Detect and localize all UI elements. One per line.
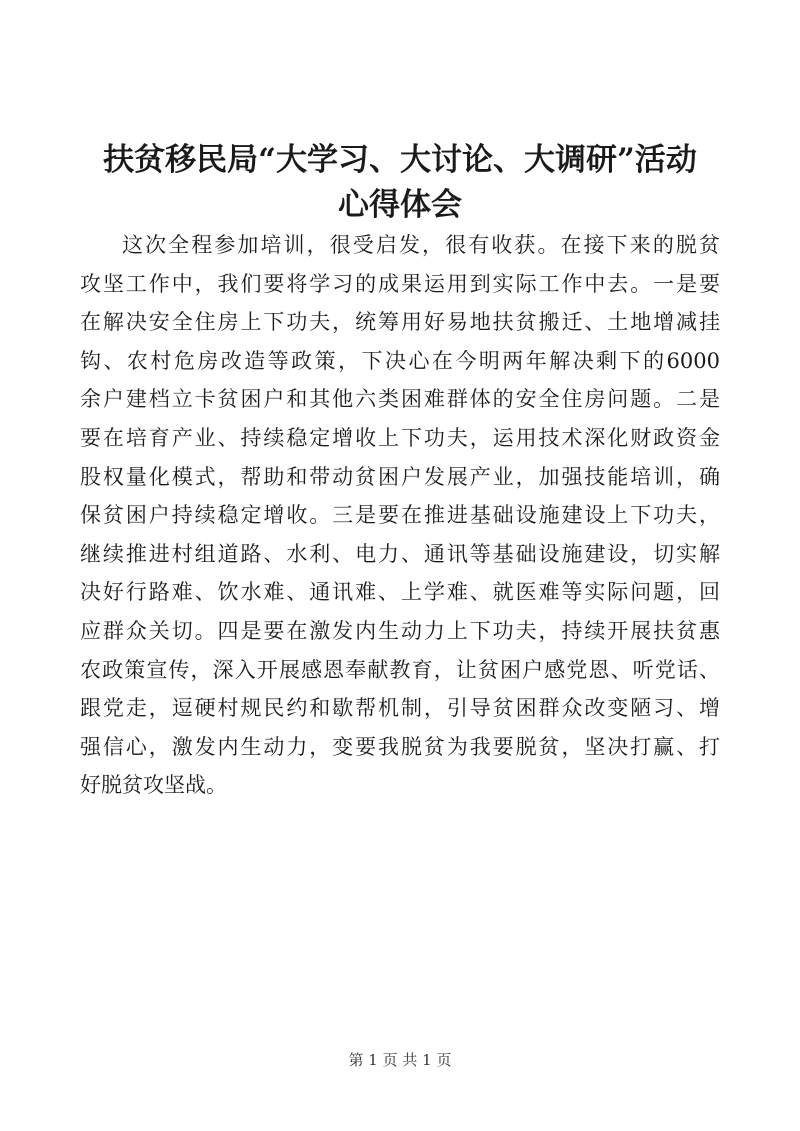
page-number-footer: 第 1 页 共 1 页 <box>348 1051 452 1069</box>
body-line: 好脱贫攻坚战。 <box>80 773 227 798</box>
body-line: 股权量化模式，帮助和带动贫困户发展产业，加强技能培训，确 <box>80 464 720 489</box>
body-line: 在解决安全住房上下功夫，统筹用好易地扶贫搬迁、土地增减挂 <box>80 310 720 335</box>
body-line: 农政策宣传，深入开展感恩奉献教育，让贫困户感党恩、听党话、 <box>80 657 720 682</box>
body-line: 要在培育产业、持续稳定增收上下功夫，运用技术深化财政资金 <box>80 425 720 450</box>
body-line: 余户建档立卡贫困户和其他六类困难群体的安全住房问题。二是 <box>80 387 720 412</box>
title-line-1: 扶贫移民局“大学习、大讨论、大调研”活动 <box>103 142 697 178</box>
body-line: 应群众关切。四是要在激发内生动力上下功夫，持续开展扶贫惠 <box>80 618 720 643</box>
body-line: 这次全程参加培训，很受启发，很有收获。在接下来的脱贫 <box>122 233 720 257</box>
body-line: 钩、农村危房改造等政策，下决心在今明两年解决剩下的6000 <box>80 348 720 373</box>
body-line: 决好行路难、饮水难、通讯难、上学难、就医难等实际问题，回 <box>80 580 720 605</box>
document-title <box>80 138 720 228</box>
body-line: 继续推进村组道路、水利、电力、通讯等基础设施建设，切实解 <box>80 541 720 566</box>
document-body <box>80 226 720 805</box>
body-line: 攻坚工作中，我们要将学习的成果运用到实际工作中去。一是要 <box>80 271 720 296</box>
title-line-2: 心得体会 <box>338 187 462 223</box>
body-line: 跟党走，逗硬村规民约和歇帮机制，引导贫困群众改变陋习、增 <box>80 696 720 721</box>
body-line: 保贫困户持续稳定增收。三是要在推进基础设施建设上下功夫， <box>80 503 720 528</box>
body-line: 强信心，激发内生动力，变要我脱贫为我要脱贫，坚决打赢、打 <box>80 734 720 759</box>
